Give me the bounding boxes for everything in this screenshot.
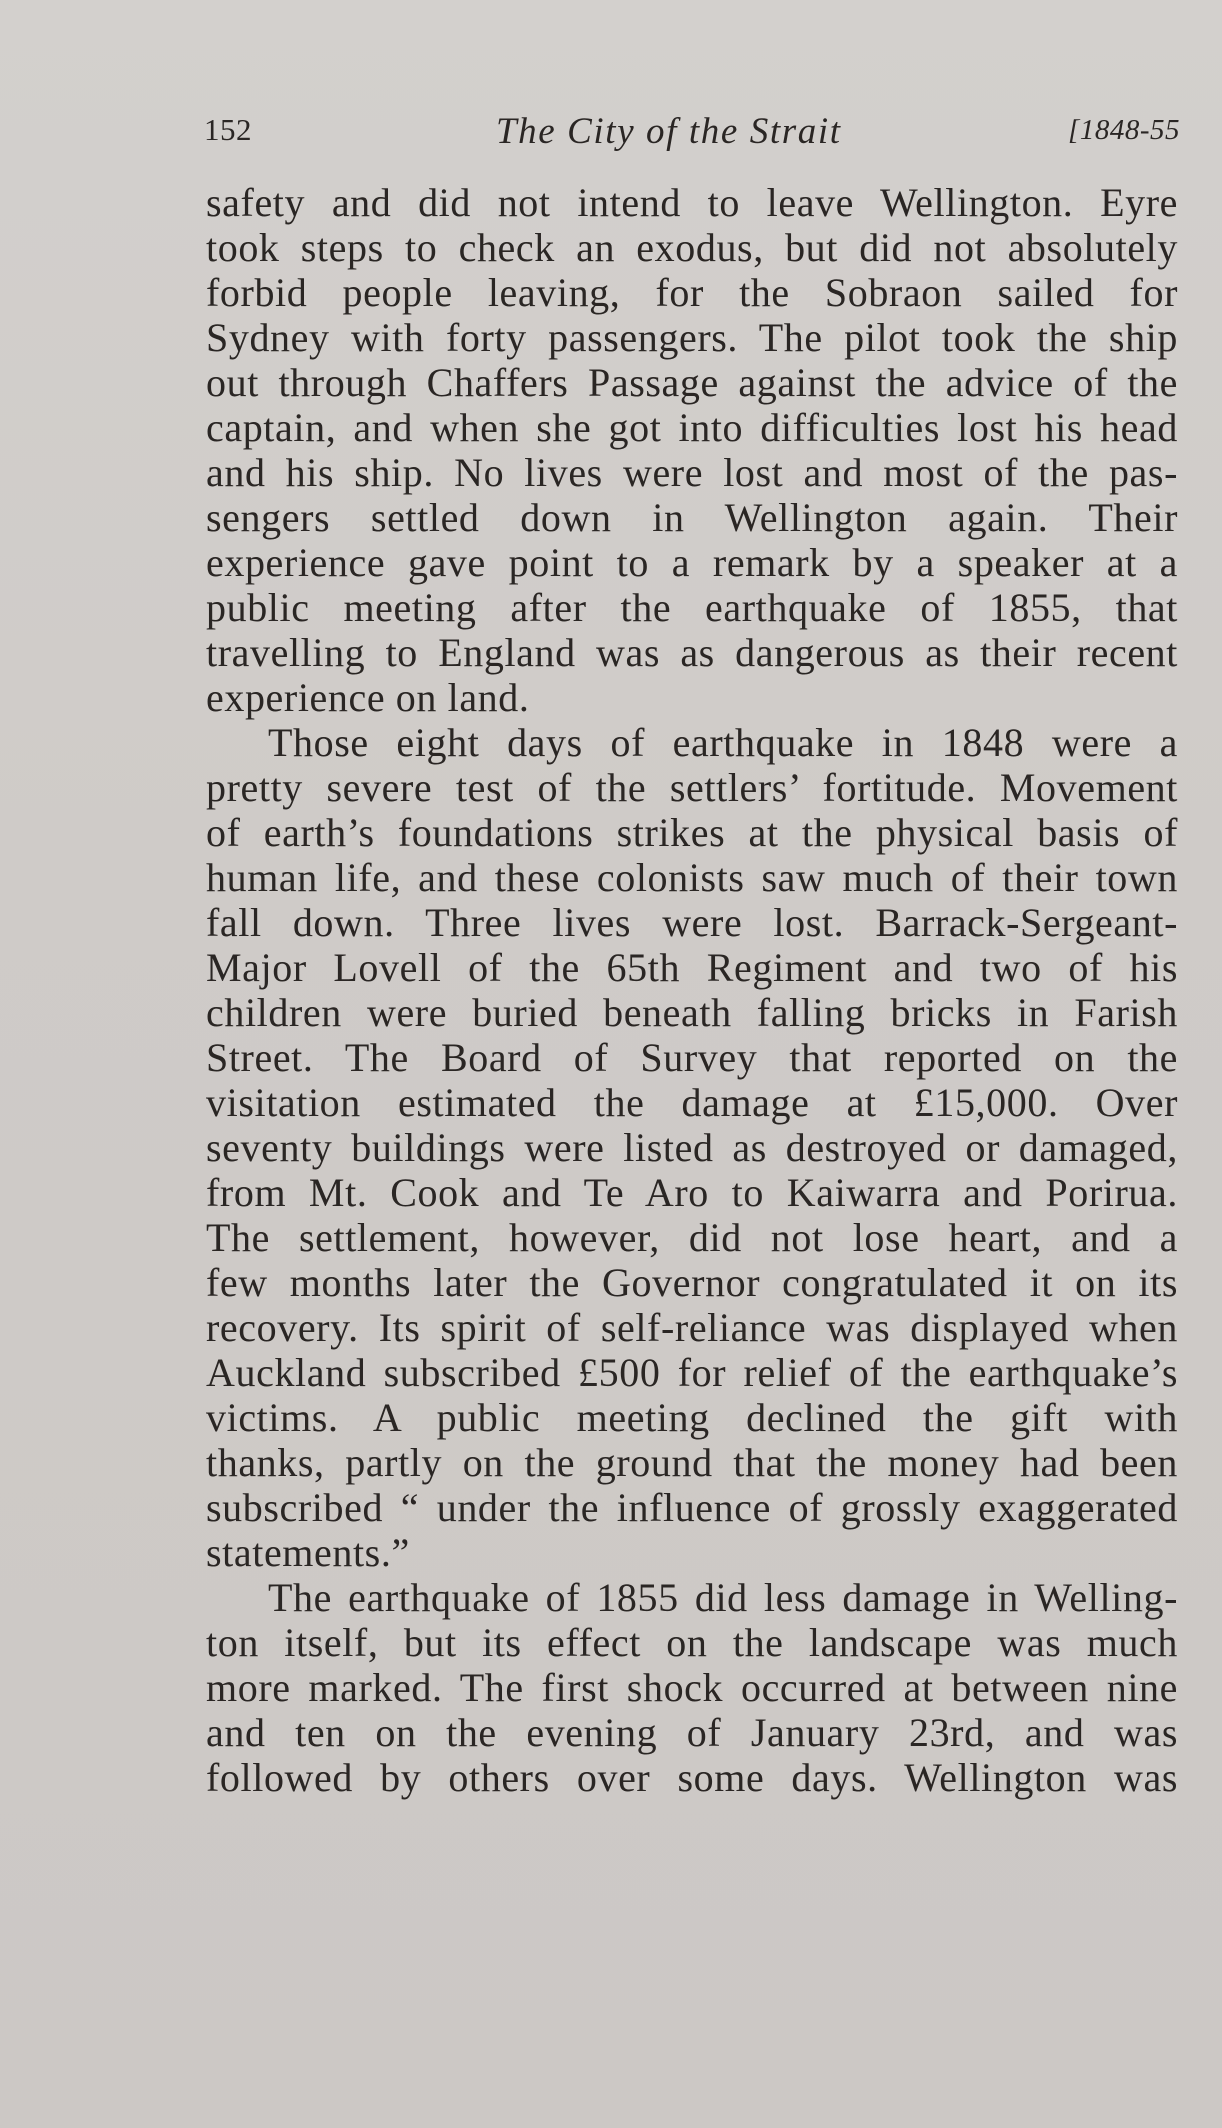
text-line: ton itself, but its effect on the landscape was much (206, 1620, 1178, 1665)
text-line: Street. The Board of Survey that reported on the (206, 1035, 1178, 1080)
text-line: Sydney with forty passengers. The pilot took the ship (206, 315, 1178, 360)
text-line: followed by others over some days. Wellington was (206, 1755, 1178, 1800)
text-line: took steps to check an exodus, but did not absolutely (206, 225, 1178, 270)
text-line: victims. A public meeting declined the gift with (206, 1395, 1178, 1440)
book-title: The City of the Strait (496, 111, 842, 152)
running-head (204, 112, 1180, 164)
page-number: 152 (204, 112, 252, 147)
text-line: public meeting after the earthquake of 1855, that (206, 585, 1178, 630)
text-line: Auckland subscribed £500 for relief of the earthquake’s (206, 1350, 1178, 1395)
text-line: Major Lovell of the 65th Regiment and two of his (206, 945, 1178, 990)
text-line: few months later the Governor congratulated it on its (206, 1260, 1178, 1305)
text-line: recovery. Its spirit of self-reliance was displayed when (206, 1305, 1178, 1350)
body-text (206, 180, 1178, 1800)
text-line: sengers settled down in Wellington again. Their (206, 495, 1178, 540)
text-line: and his ship. No lives were lost and most of the pas- (206, 450, 1178, 495)
text-line: travelling to England was as dangerous as their recent (206, 630, 1178, 675)
paragraph-start-line: Those eight days of earthquake in 1848 were a (268, 720, 1178, 765)
text-line: subscribed “ under the influence of grossly exaggerated (206, 1485, 1178, 1530)
paragraph-start-line: The earthquake of 1855 did less damage in Welling- (268, 1575, 1178, 1620)
text-line: fall down. Three lives were lost. Barrack-Sergeant- (206, 900, 1178, 945)
paragraph-end-line: statements.” (206, 1530, 410, 1575)
year-range: [1848-55 (1068, 114, 1180, 146)
text-line: forbid people leaving, for the Sobraon sailed for (206, 270, 1178, 315)
text-line: pretty severe test of the settlers’ fortitude. Movement (206, 765, 1178, 810)
text-line: seventy buildings were listed as destroyed or damaged, (206, 1125, 1178, 1170)
text-line: human life, and these colonists saw much of their town (206, 855, 1178, 900)
text-line: The settlement, however, did not lose heart, and a (206, 1215, 1178, 1260)
text-line: captain, and when she got into difficulties lost his head (206, 405, 1178, 450)
text-line: thanks, partly on the ground that the money had been (206, 1440, 1178, 1485)
text-line: children were buried beneath falling bricks in Farish (206, 990, 1178, 1035)
text-line: from Mt. Cook and Te Aro to Kaiwarra and Porirua. (206, 1170, 1178, 1215)
text-line: experience gave point to a remark by a speaker at a (206, 540, 1178, 585)
paragraph-end-line: experience on land. (206, 675, 530, 720)
text-line: and ten on the evening of January 23rd, and was (206, 1710, 1178, 1755)
text-line: visitation estimated the damage at £15,000. Over (206, 1080, 1178, 1125)
text-line: safety and did not intend to leave Wellington. Eyre (206, 180, 1178, 225)
text-line: of earth’s foundations strikes at the physical basis of (206, 810, 1178, 855)
text-line: out through Chaffers Passage against the advice of the (206, 360, 1178, 405)
text-line: more marked. The first shock occurred at between nine (206, 1665, 1178, 1710)
